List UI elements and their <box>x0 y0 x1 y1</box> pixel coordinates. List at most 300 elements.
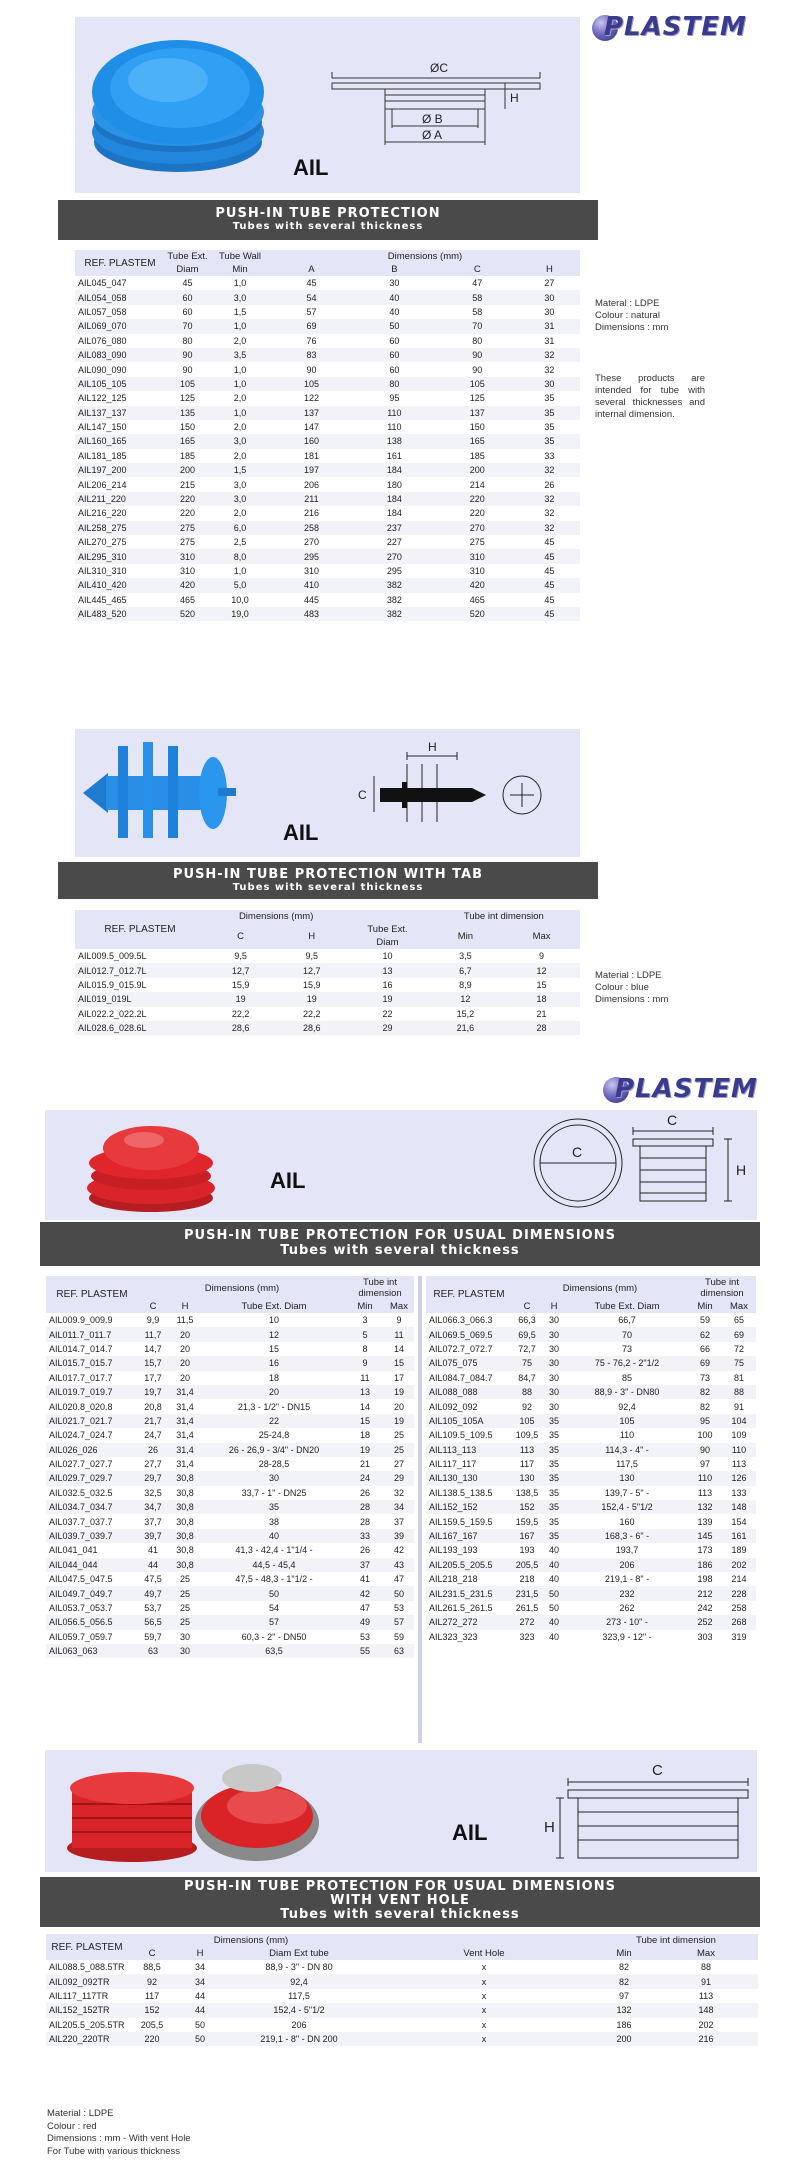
table-row <box>75 578 580 592</box>
row-cell: 50 <box>353 319 436 333</box>
row-cell: 152 <box>128 2003 176 2017</box>
table-row <box>426 1342 756 1356</box>
row-ref: AIL160_165 <box>75 434 165 448</box>
row-ref: AIL206_214 <box>78 479 127 490</box>
row-cell: 206 <box>566 1558 688 1572</box>
row-cell: 50 <box>194 2019 205 2030</box>
table-row <box>75 477 580 491</box>
logo-text: PLASTEM <box>615 1074 758 1104</box>
table-row <box>46 1342 414 1356</box>
row-ref: AIL084.7_084.7 <box>429 1372 493 1383</box>
row-cell: 139 <box>697 1516 713 1527</box>
row-cell: 26 <box>138 1443 168 1457</box>
row-cell: 145 <box>688 1529 722 1543</box>
row-cell: 137 <box>436 406 519 420</box>
row-cell: 3,0 <box>210 492 270 506</box>
section4-table <box>46 1934 758 2046</box>
row-cell: 30,8 <box>168 1500 202 1514</box>
row-cell: 47,5 <box>144 1574 162 1585</box>
row-cell: 30 <box>202 1471 346 1485</box>
table-row <box>426 1399 756 1413</box>
th-h: H <box>519 263 580 276</box>
row-cell: 9 <box>396 1315 402 1326</box>
row-cell: 92 <box>128 1974 176 1988</box>
table-row <box>46 1630 414 1644</box>
row-ref: AIL029.7_029.7 <box>46 1471 138 1485</box>
row-cell: 24 <box>346 1471 384 1485</box>
row-cell: 88 <box>722 1385 756 1399</box>
row-cell: 21 <box>536 1008 547 1019</box>
row-cell: 205,5 <box>512 1558 542 1572</box>
row-ref: AIL181_185 <box>78 450 127 461</box>
row-cell: 3,0 <box>210 434 270 448</box>
row-cell: 80 <box>472 335 483 346</box>
row-cell: 113 <box>731 1459 747 1470</box>
table-row <box>75 406 580 420</box>
row-cell: 37 <box>346 1558 384 1572</box>
row-cell: 31,4 <box>176 1459 194 1470</box>
row-cell: 27,7 <box>144 1459 162 1470</box>
row-cell: 54 <box>268 1603 279 1613</box>
th-tube-int: Tube int dimension <box>428 910 580 923</box>
row-cell: 69,5 <box>512 1327 542 1341</box>
row-cell: 92,4 <box>224 1974 374 1988</box>
row-cell: 270 <box>303 537 319 548</box>
row-cell: 84,7 <box>518 1372 536 1383</box>
row-cell: 12 <box>202 1327 346 1341</box>
row-cell: 60 <box>389 335 400 346</box>
row-cell: x <box>481 2019 487 2030</box>
row-cell: 73 <box>699 1372 710 1383</box>
table-row <box>46 1960 758 1974</box>
row-cell: 275 <box>165 521 210 535</box>
row-ref: AIL012.7_012.7L <box>75 963 205 977</box>
section3-banner-subtitle: Tubes with several thickness <box>280 1243 520 1258</box>
th-max: Max <box>722 1300 756 1313</box>
row-ref: AIL152_152 <box>426 1500 512 1514</box>
row-ref: AIL069_070 <box>75 319 165 333</box>
row-cell: 32,5 <box>144 1487 162 1498</box>
row-ref: AIL041_041 <box>49 1545 98 1556</box>
drawing-h-label: H <box>544 1819 555 1836</box>
row-cell: 9 <box>346 1356 384 1370</box>
row-cell: 35 <box>548 1487 559 1498</box>
row-cell: 520 <box>436 607 519 621</box>
th-tube-wall: Tube Wall <box>210 250 270 263</box>
section1-material-notes <box>595 298 705 334</box>
table-row <box>426 1630 756 1644</box>
row-cell: 303 <box>697 1631 713 1642</box>
row-ref: AIL323_323 <box>429 1631 478 1642</box>
row-cell: 34 <box>176 1974 224 1988</box>
row-ref: AIL021.7_021.7 <box>46 1414 138 1428</box>
row-ref: AIL017.7_017.7 <box>49 1372 113 1383</box>
row-cell: 60 <box>182 306 193 317</box>
row-cell: 180 <box>386 479 402 490</box>
row-cell: 126 <box>722 1471 756 1485</box>
table-row <box>46 1543 414 1557</box>
row-cell: 32 <box>519 521 580 535</box>
row-cell: 20 <box>202 1385 346 1399</box>
row-cell: x <box>374 1974 594 1988</box>
row-cell: 138 <box>353 434 436 448</box>
row-cell: 70 <box>165 319 210 333</box>
row-ref: AIL197_200 <box>75 463 165 477</box>
th-ref: REF. PLASTEM <box>46 1934 128 1960</box>
row-cell: 45 <box>544 537 555 548</box>
row-ref: AIL027.7_027.7 <box>49 1459 113 1470</box>
row-cell: 82 <box>594 1974 654 1988</box>
row-cell: 237 <box>353 521 436 535</box>
row-cell: 160 <box>619 1516 635 1527</box>
row-cell: 90 <box>306 364 317 375</box>
row-cell: 252 <box>688 1615 722 1629</box>
row-ref: AIL092_092TR <box>46 1974 128 1988</box>
section4-banner-title: PUSH-IN TUBE PROTECTION FOR USUAL DIMENSIONS <box>184 1879 616 1894</box>
row-cell: 122 <box>303 393 319 404</box>
row-cell: 270 <box>353 549 436 563</box>
row-cell: 12 <box>503 963 580 977</box>
row-cell: 17,7 <box>144 1372 162 1383</box>
row-cell: 31 <box>519 319 580 333</box>
row-cell: 49,7 <box>138 1586 168 1600</box>
th-tube-ext: Tube Ext. <box>165 250 210 263</box>
table-row <box>46 1615 414 1629</box>
table-row <box>426 1356 756 1370</box>
table-row <box>46 1586 414 1600</box>
row-cell: 30 <box>548 1343 559 1354</box>
section2-banner-subtitle: Tubes with several thickness <box>232 882 424 893</box>
th-ref: REF. PLASTEM <box>75 910 205 949</box>
row-cell: 1,5 <box>210 463 270 477</box>
note-line: Colour : natural <box>595 310 660 321</box>
th-empty <box>347 910 427 923</box>
row-cell: 2,0 <box>233 450 247 461</box>
row-cell: 159,5 <box>515 1516 539 1527</box>
table-row <box>75 535 580 549</box>
row-cell: 56,5 <box>138 1615 168 1629</box>
row-cell: 1,0 <box>233 364 247 375</box>
th-dimensions: Dimensions (mm) <box>205 910 347 923</box>
row-cell: 31,4 <box>168 1443 202 1457</box>
note-line: Colour : blue <box>595 982 649 993</box>
row-cell: 40 <box>353 290 436 304</box>
row-cell: 31,4 <box>176 1430 194 1441</box>
note-line: Dimensions : mm <box>595 322 669 333</box>
table-row <box>46 1428 414 1442</box>
row-cell: 105 <box>165 377 210 391</box>
row-cell: 30 <box>389 278 400 289</box>
table-row <box>75 319 580 333</box>
row-cell: 19 <box>205 992 276 1006</box>
row-cell: 310 <box>469 566 485 576</box>
row-cell: 2,0 <box>233 393 247 404</box>
table-row <box>426 1385 756 1399</box>
row-cell: 104 <box>722 1414 756 1428</box>
row-cell: 32 <box>544 364 555 375</box>
row-cell: 1,0 <box>210 406 270 420</box>
row-cell: 50 <box>202 1586 346 1600</box>
row-cell: 82 <box>618 1962 629 1973</box>
row-cell: 165 <box>436 434 519 448</box>
row-cell: 14 <box>393 1343 404 1354</box>
row-cell: 73 <box>621 1343 632 1354</box>
row-cell: 32 <box>393 1487 404 1498</box>
table-row <box>426 1327 756 1341</box>
row-cell: 113 <box>697 1487 713 1498</box>
drawing-c2-label: C <box>667 1112 678 1128</box>
row-cell: 75 - 76,2 - 2"1/2 <box>566 1356 688 1370</box>
drawing-a-label: Ø A <box>422 128 443 142</box>
row-cell: 9,5 <box>305 951 318 962</box>
row-cell: 27 <box>393 1459 404 1470</box>
row-cell: 262 <box>619 1603 635 1613</box>
table-row <box>46 1414 414 1428</box>
row-cell: 10 <box>382 951 393 962</box>
row-ref: AIL024.7_024.7 <box>49 1430 113 1441</box>
row-ref: AIL034.7_034.7 <box>46 1500 138 1514</box>
row-cell: 2,0 <box>233 335 247 346</box>
row-cell: 465 <box>469 594 485 605</box>
row-cell: 20,8 <box>144 1401 162 1412</box>
row-cell: 200 <box>594 2032 654 2046</box>
table-row <box>46 1989 758 2003</box>
row-cell: 82 <box>699 1401 710 1412</box>
table-row <box>46 1327 414 1341</box>
blue-cap-image <box>88 30 268 180</box>
row-cell: 185 <box>469 450 485 461</box>
th-min: Min <box>594 1947 654 1960</box>
row-cell: 310 <box>436 549 519 563</box>
th-c: C <box>205 923 276 949</box>
row-cell: 10,0 <box>231 594 249 605</box>
row-cell: 65 <box>733 1315 744 1326</box>
th-h: H <box>168 1300 202 1313</box>
row-cell: 216 <box>654 2032 758 2046</box>
row-ref: AIL258_275 <box>75 521 165 535</box>
row-cell: 13 <box>347 963 427 977</box>
row-cell: 60 <box>353 348 436 362</box>
row-cell: 242 <box>697 1603 713 1613</box>
th-vent-hole: Vent Hole <box>374 1947 594 1960</box>
row-cell: 63 <box>138 1644 168 1658</box>
section2-banner-title: PUSH-IN TUBE PROTECTION WITH TAB <box>172 867 484 882</box>
th-min: Min <box>346 1300 384 1313</box>
row-cell: 105 <box>436 377 519 391</box>
row-cell: 12,7 <box>205 963 276 977</box>
row-cell: 35 <box>542 1443 566 1457</box>
row-cell: 31,4 <box>176 1401 194 1412</box>
row-cell: 12 <box>428 992 503 1006</box>
row-cell: 25-24,8 <box>258 1430 290 1441</box>
row-cell: 50 <box>548 1603 559 1613</box>
row-cell: 16 <box>202 1356 346 1370</box>
row-cell: 11,5 <box>176 1315 194 1326</box>
row-cell: 62 <box>688 1327 722 1341</box>
row-cell: 200 <box>165 463 210 477</box>
row-cell: 310 <box>179 566 196 576</box>
row-cell: 3,5 <box>210 348 270 362</box>
row-cell: 445 <box>303 594 319 605</box>
row-cell: 30 <box>519 377 580 391</box>
row-cell: 35 <box>519 434 580 448</box>
row-cell: 148 <box>722 1500 756 1514</box>
table-row <box>46 1644 414 1658</box>
row-cell: 167 <box>512 1529 542 1543</box>
row-cell: 205,5 <box>140 2019 164 2030</box>
row-cell: 44 <box>194 1990 205 2001</box>
row-cell: 45 <box>519 578 580 592</box>
row-cell: 30 <box>542 1327 566 1341</box>
row-cell: 39 <box>384 1529 414 1543</box>
row-ref: AIL218_218 <box>429 1574 478 1585</box>
row-cell: 117 <box>144 1990 160 2001</box>
row-cell: 53 <box>359 1631 370 1642</box>
row-cell: 30,8 <box>168 1529 202 1543</box>
table-row <box>426 1558 756 1572</box>
table-row <box>75 276 580 290</box>
row-cell: 30 <box>542 1356 566 1370</box>
th-a: A <box>270 263 353 276</box>
row-cell: 32 <box>519 463 580 477</box>
section4-notes <box>47 2108 347 2158</box>
th-tube-ext: Tube Ext. Diam <box>202 1300 346 1313</box>
row-ref: AIL032.5_032.5 <box>49 1487 113 1498</box>
row-cell: 44,5 - 45,4 <box>202 1558 346 1572</box>
row-cell: 38 <box>268 1516 279 1527</box>
table-row <box>75 521 580 535</box>
row-ref: AIL445_465 <box>78 594 127 605</box>
row-cell: 22,2 <box>231 1008 250 1019</box>
row-cell: 12,7 <box>276 963 347 977</box>
table-row <box>75 492 580 506</box>
row-cell: 1,0 <box>233 566 247 576</box>
th-max: Max <box>503 923 580 949</box>
row-cell: 160 <box>270 434 353 448</box>
row-cell: 88 <box>512 1385 542 1399</box>
table-row <box>75 593 580 607</box>
section2-drawing <box>352 742 552 842</box>
row-cell: 132 <box>688 1500 722 1514</box>
table-row <box>426 1313 756 1327</box>
row-cell: 31 <box>544 335 555 346</box>
red-cap-image <box>84 1118 219 1213</box>
row-ref: AIL220_220TR <box>46 2032 128 2046</box>
row-cell: 75 <box>512 1356 542 1370</box>
row-cell: 19 <box>384 1414 414 1428</box>
table-row <box>75 963 580 977</box>
row-cell: 165 <box>165 434 210 448</box>
row-ref: AIL122_125 <box>78 393 127 404</box>
table-row <box>46 1486 414 1500</box>
row-cell: 15 <box>346 1414 384 1428</box>
row-cell: 193,7 <box>615 1545 639 1556</box>
table-row <box>46 1356 414 1370</box>
row-ref: AIL076_080 <box>78 335 127 346</box>
row-cell: 105 <box>512 1414 542 1428</box>
row-cell: 1,5 <box>233 306 247 317</box>
row-cell: 30,8 <box>176 1545 194 1556</box>
row-cell: 90 <box>165 348 210 362</box>
row-cell: 15,9 <box>302 979 321 990</box>
row-cell: 26 <box>359 1487 370 1498</box>
row-ref: AIL261.5_261.5 <box>429 1603 493 1613</box>
row-cell: 154 <box>731 1516 747 1527</box>
row-cell: 113 <box>512 1443 542 1457</box>
row-cell: 40 <box>389 306 400 317</box>
plastem-logo-2 <box>603 1074 768 1108</box>
row-cell: 35 <box>548 1430 559 1441</box>
note-line: Material : LDPE <box>47 2108 114 2119</box>
row-cell: 268 <box>722 1615 756 1629</box>
row-cell: 59 <box>393 1631 404 1642</box>
row-cell: 66,3 <box>518 1315 536 1326</box>
row-cell: 105 <box>566 1414 688 1428</box>
row-cell: 185 <box>179 450 196 461</box>
row-cell: 184 <box>353 492 436 506</box>
row-cell: 323 <box>519 1631 535 1642</box>
table-row <box>75 334 580 348</box>
row-cell: 20 <box>393 1401 404 1412</box>
th-b: B <box>353 263 436 276</box>
row-ref: AIL011.7_011.7 <box>46 1327 138 1341</box>
th-ref: REF. PLASTEM <box>426 1276 512 1313</box>
row-cell: 20 <box>168 1356 202 1370</box>
row-cell: 11,7 <box>138 1327 168 1341</box>
table-row <box>426 1500 756 1514</box>
table-row <box>46 1313 414 1327</box>
row-cell: 80 <box>353 377 436 391</box>
row-cell: 69 <box>270 319 353 333</box>
row-cell: 25 <box>179 1603 190 1613</box>
th-c: C <box>128 1947 176 1960</box>
table-row <box>426 1486 756 1500</box>
drawing-c-label: C <box>572 1144 583 1160</box>
row-cell: 184 <box>386 508 402 519</box>
row-cell: 2,5 <box>233 537 247 548</box>
row-cell: 37 <box>393 1516 404 1527</box>
row-cell: 35 <box>542 1529 566 1543</box>
row-ref: AIL054_058 <box>75 290 165 304</box>
row-cell: 220 <box>128 2032 176 2046</box>
section2-banner <box>58 862 598 899</box>
row-cell: 35 <box>548 1516 559 1527</box>
row-cell: 34 <box>194 1962 205 1973</box>
row-cell: 9,9 <box>146 1315 160 1326</box>
row-cell: 35 <box>202 1500 346 1514</box>
row-cell: 152 <box>512 1500 542 1514</box>
row-cell: 275 <box>179 537 196 548</box>
row-cell: 24,7 <box>144 1430 162 1441</box>
row-cell: 231,5 <box>512 1586 542 1600</box>
note-line: Dimensions : mm - With vent Hole <box>47 2133 191 2144</box>
row-cell: 43 <box>384 1558 414 1572</box>
row-ref: AIL019_019L <box>75 992 205 1006</box>
row-cell: 132 <box>594 2003 654 2017</box>
row-cell: 47 <box>393 1574 404 1585</box>
table-row <box>46 1529 414 1543</box>
row-ref: AIL216_220 <box>78 508 127 519</box>
row-cell: 30 <box>548 1401 559 1412</box>
row-cell: 105 <box>270 377 353 391</box>
row-ref: AIL295_310 <box>75 549 165 563</box>
row-cell: 15,7 <box>138 1356 168 1370</box>
row-ref: AIL205.5_205.5TR <box>49 2019 125 2030</box>
row-cell: 30 <box>544 306 555 317</box>
row-cell: 227 <box>386 537 402 548</box>
row-ref: AIL088_088 <box>426 1385 512 1399</box>
row-cell: 6,0 <box>210 521 270 535</box>
